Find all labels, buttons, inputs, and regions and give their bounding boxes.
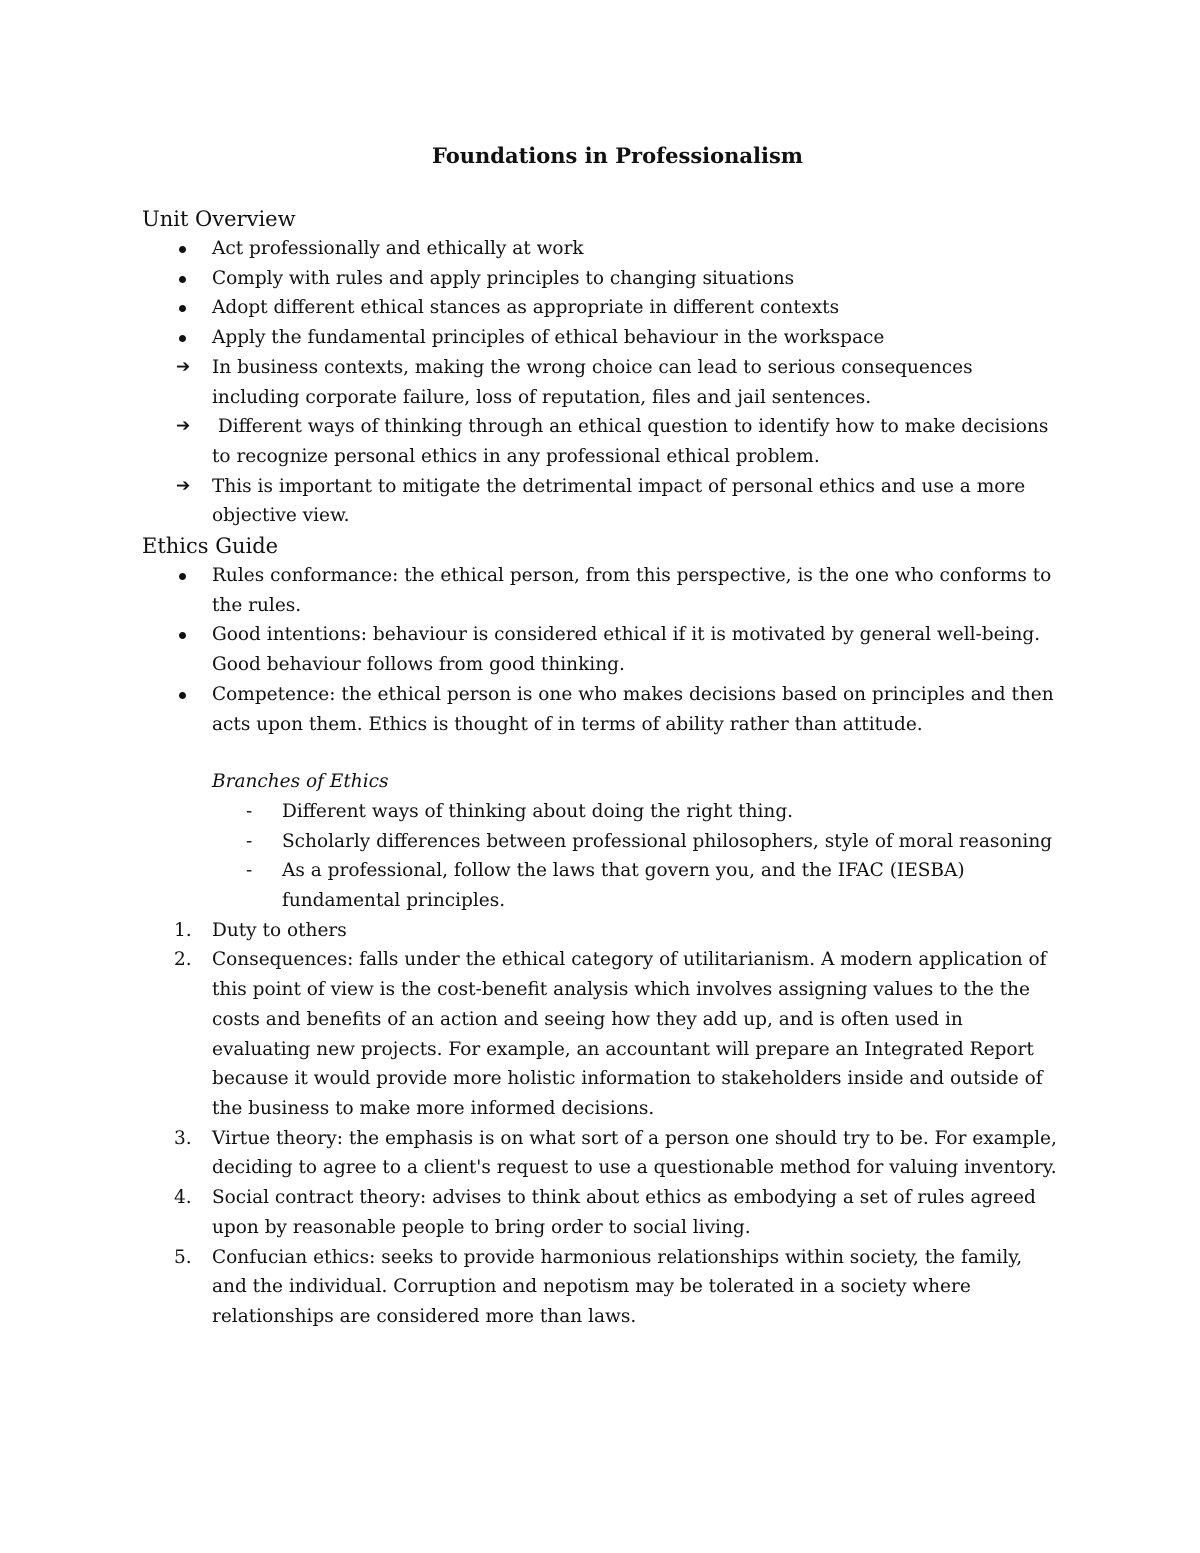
bullet-icon	[179, 246, 186, 253]
dash-icon: -	[246, 860, 253, 882]
bullet-icon	[179, 632, 186, 639]
list-item: - Scholarly differences between professional philosophers, style of moral reasoning	[212, 827, 1062, 857]
list-item: - As a professional, follow the laws that govern you, and the IFAC (IESBA) fundamental principles.	[212, 856, 1062, 915]
numbered-item: 5. Confucian ethics: seeks to provide harmonious relationships within society, the family, and the individual. Corruption and nepotism may be tolerated in a society where relationships are considered more than laws.	[142, 1243, 1062, 1332]
section-heading-unit-overview: Unit Overview	[142, 207, 296, 231]
list-item: ➔ In business contexts, making the wrong choice can lead to serious consequences including corporate failure, loss of reputation, files and jail sentences.	[142, 353, 1062, 412]
dash-icon: -	[246, 830, 253, 852]
list-item: Apply the fundamental principles of ethical behaviour in the workspace	[142, 323, 1062, 353]
bullet-icon	[179, 276, 186, 283]
list-item: Comply with rules and apply principles to changing situations	[142, 264, 1062, 294]
section-heading-ethics-guide: Ethics Guide	[142, 534, 279, 559]
numbered-item: 3. Virtue theory: the emphasis is on what sort of a person one should try to be. For example, deciding to agree to a client's request to use a questionable method for valuing inventory.	[142, 1124, 1062, 1183]
branches-of-ethics-block	[212, 767, 1062, 916]
dash-icon: -	[246, 800, 253, 822]
arrow-icon: ➔	[176, 475, 191, 496]
list-item: Rules conformance: the ethical person, from this perspective, is the one who conforms to the rules.	[142, 561, 1062, 620]
numbered-item: 4. Social contract theory: advises to think about ethics as embodying a set of rules agreed upon by reasonable people to bring order to social living.	[142, 1183, 1062, 1242]
arrow-icon: ➔	[176, 356, 191, 377]
list-item: ➔ Different ways of thinking through an ethical question to identify how to make decisions to recognize personal ethics in any professional ethical problem.	[142, 412, 1062, 471]
list-item: - Different ways of thinking about doing the right thing.	[212, 797, 1062, 827]
bullet-icon	[179, 335, 186, 342]
item-number: 5.	[174, 1246, 192, 1268]
item-number: 4.	[174, 1187, 192, 1209]
page-title: Foundations in Professionalism	[432, 143, 803, 168]
bullet-icon	[179, 305, 186, 312]
document-body	[142, 204, 1062, 1332]
list-item: ➔ This is important to mitigate the detrimental impact of personal ethics and use a more objective view.	[142, 472, 1062, 531]
list-item: Good intentions: behaviour is considered ethical if it is motivated by general well-being. Good behaviour follows from good thinking.	[142, 620, 1062, 679]
branches-of-ethics-label: Branches of Ethics	[212, 771, 389, 793]
bullet-icon	[179, 692, 186, 699]
list-item: Act professionally and ethically at work	[142, 234, 1062, 264]
item-number: 2.	[174, 949, 192, 971]
item-number: 1.	[174, 919, 192, 941]
numbered-item: 2. Consequences: falls under the ethical category of utilitarianism. A modern application of this point of view is the cost-benefit analysis which involves assigning values to the the costs and benefits of an action and seeing how they add up, and is often used in evaluating new projects. For example, an accountant will prepare an Integrated Report because it would provide more holistic information to stakeholders inside and outside of the business to make more informed decisions.	[142, 945, 1062, 1123]
numbered-item: 1. Duty to others	[142, 916, 1062, 946]
arrow-icon: ➔	[176, 416, 191, 437]
item-number: 3.	[174, 1127, 192, 1149]
list-item: Competence: the ethical person is one who makes decisions based on principles and then acts upon them. Ethics is thought of in terms of ability rather than attitude.	[142, 680, 1062, 739]
list-item: Adopt different ethical stances as appropriate in different contexts	[142, 293, 1062, 323]
bullet-icon	[179, 573, 186, 580]
